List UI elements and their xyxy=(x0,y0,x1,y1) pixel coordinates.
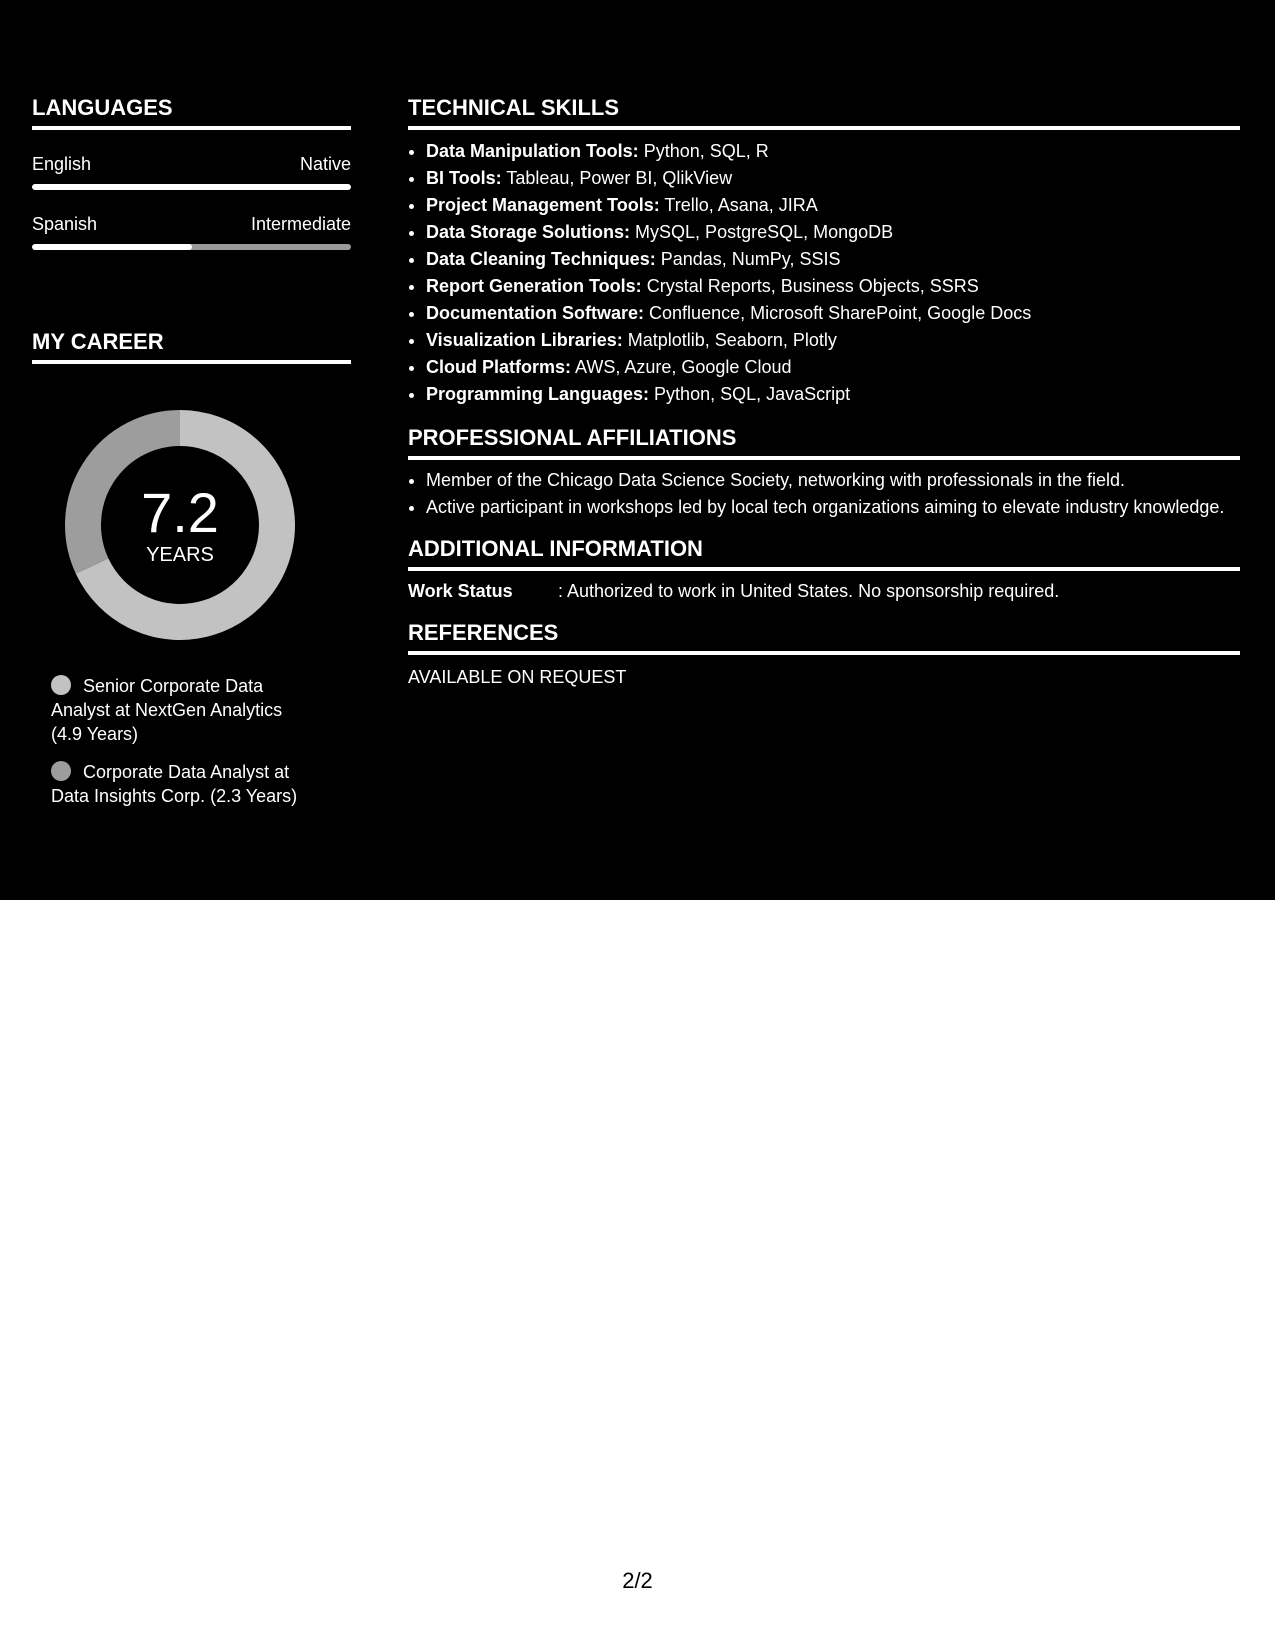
skill-value: Python, SQL, R xyxy=(643,141,769,161)
skill-label: Cloud Platforms: xyxy=(426,357,572,377)
list-item xyxy=(426,327,1240,354)
language-name: English xyxy=(32,154,92,174)
legend-dot-icon xyxy=(51,675,71,695)
list-item xyxy=(426,219,1240,246)
work-status-label: Work Status xyxy=(408,581,513,601)
list-item: • Member of the Chicago Data Science Society, networking with professionals in the field. xyxy=(426,468,1240,492)
list-item xyxy=(426,300,1240,327)
work-status-value: : Authorized to work in United States. No sponsorship required. xyxy=(558,581,1060,601)
legend-item xyxy=(51,674,311,746)
skill-value: Confluence, Microsoft SharePoint, Google Docs xyxy=(649,303,1032,323)
skill-value: MySQL, PostgreSQL, MongoDB xyxy=(635,222,894,242)
list-item xyxy=(426,273,1240,300)
references-title: REFERENCES xyxy=(408,617,1240,655)
right-column xyxy=(408,92,1240,689)
skill-label: Data Storage Solutions: xyxy=(426,222,631,242)
technical-skills-title: TECHNICAL SKILLS xyxy=(408,92,1240,130)
list-item: • Active participant in workshops led by local tech organizations aiming to elevate industry knowledge. xyxy=(426,495,1240,519)
skill-label: Project Management Tools: xyxy=(426,195,660,215)
language-proficiency-fill xyxy=(32,184,351,190)
skill-label: Programming Languages: xyxy=(426,384,650,404)
skill-value: Matplotlib, Seaborn, Plotly xyxy=(627,330,837,350)
list-item xyxy=(426,165,1240,192)
technical-skills-list xyxy=(408,138,1240,408)
career-total-years: 7.2 xyxy=(141,481,219,544)
skill-label: Data Cleaning Techniques: xyxy=(426,249,656,269)
affiliations-title: PROFESSIONAL AFFILIATIONS xyxy=(408,422,1240,460)
work-status-row xyxy=(408,579,1240,603)
list-item xyxy=(426,192,1240,219)
skill-value: AWS, Azure, Google Cloud xyxy=(575,357,792,377)
references-text: AVAILABLE ON REQUEST xyxy=(408,667,627,687)
language-proficiency-fill xyxy=(32,244,192,250)
legend-dot-icon xyxy=(51,761,71,781)
skill-label: Visualization Libraries: xyxy=(426,330,623,350)
career-total-unit: YEARS xyxy=(146,544,214,566)
skill-value: Trello, Asana, JIRA xyxy=(664,195,818,215)
skill-value: Crystal Reports, Business Objects, SSRS xyxy=(646,276,979,296)
language-level: Native xyxy=(299,154,351,174)
legend-label: Corporate Data Analyst at Data Insights Corp. (2.3 Years) xyxy=(51,762,298,806)
career-donut-chart xyxy=(65,410,295,640)
skill-label: BI Tools: xyxy=(426,168,502,188)
career-legend xyxy=(51,674,311,808)
language-proficiency-bar xyxy=(32,244,351,250)
language-item-english xyxy=(32,152,351,190)
list-item xyxy=(426,354,1240,381)
left-column xyxy=(32,92,351,822)
page-number: 2/2 xyxy=(622,1568,653,1593)
skill-value: Tableau, Power BI, QlikView xyxy=(506,168,733,188)
language-level: Intermediate xyxy=(250,214,351,234)
skill-value: Pandas, NumPy, SSIS xyxy=(660,249,841,269)
career-title: MY CAREER xyxy=(32,326,351,364)
skill-label: Documentation Software: xyxy=(426,303,645,323)
affiliations-list xyxy=(408,468,1240,519)
list-item xyxy=(426,246,1240,273)
list-item xyxy=(426,138,1240,165)
legend-item xyxy=(51,760,311,808)
languages-title: LANGUAGES xyxy=(32,92,351,130)
additional-info-title: ADDITIONAL INFORMATION xyxy=(408,533,1240,571)
language-item-spanish xyxy=(32,212,351,250)
language-proficiency-bar xyxy=(32,184,351,190)
language-name: Spanish xyxy=(32,214,98,234)
legend-label: Senior Corporate Data Analyst at NextGen Analytics (4.9 Years) xyxy=(51,676,283,744)
skill-value: Python, SQL, JavaScript xyxy=(654,384,851,404)
list-item xyxy=(426,381,1240,408)
skill-label: Report Generation Tools: xyxy=(426,276,642,296)
skill-label: Data Manipulation Tools: xyxy=(426,141,639,161)
